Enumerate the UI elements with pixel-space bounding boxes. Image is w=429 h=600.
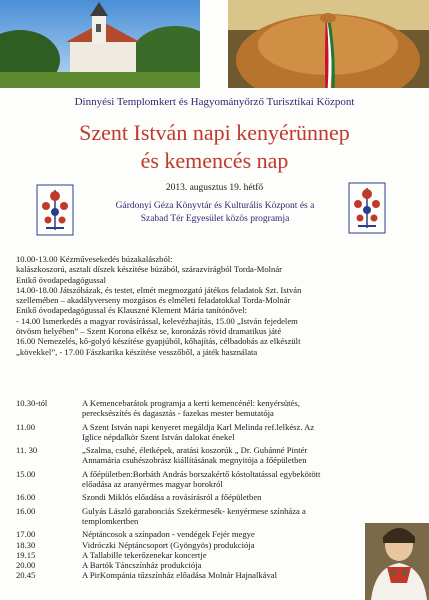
program-line: Enikő óvodapedagógussal bbox=[16, 274, 106, 285]
organizers-line2: Szabad Tér Egyesület közös programja bbox=[140, 214, 290, 224]
program-line: Enikő óvodapedagógussal és Klauszné Klement Mária tanítónővel: bbox=[16, 305, 248, 316]
schedule-item bbox=[16, 492, 416, 502]
schedule-time: 11. 30 bbox=[16, 445, 38, 456]
schedule-list bbox=[16, 398, 416, 581]
schedule-item bbox=[16, 469, 416, 479]
bread-photo bbox=[228, 0, 429, 88]
program-line: szellemében – akadályverseny mozgásos és elméleti feladatokkal Torda-Molnár bbox=[16, 295, 291, 306]
schedule-item-cont bbox=[16, 455, 416, 465]
program-line: - 14.00 Ismerkedés a magyar rovásírással, kelevézhajítás, 15.00 „István fejedelem bbox=[16, 315, 298, 326]
program-description bbox=[16, 254, 416, 357]
schedule-item bbox=[16, 398, 416, 408]
schedule-desc: „Szalma, csuhé, életképek, aratási koszorúk „ Dr. Gubánné Pintér bbox=[82, 445, 308, 456]
program-line: ötvösm helyében” – Szent Korona elkész se, koronázás rövid dramatikus játé bbox=[16, 326, 282, 337]
schedule-item bbox=[16, 445, 416, 455]
schedule-time: 15.00 bbox=[16, 468, 36, 479]
schedule-item-cont bbox=[16, 479, 416, 489]
schedule-desc: Annamária csuhészobrász kiállításának megnyitója a főépületben bbox=[82, 455, 307, 466]
schedule-desc: A Tallabille tekerőzenekar koncertje bbox=[82, 549, 207, 560]
folk-dancer-photo bbox=[365, 523, 429, 600]
program-line: kalászkoszorú, asztali díszek készítése búzából, szárazvirágból Torda-Molnár bbox=[16, 264, 283, 275]
schedule-item bbox=[16, 540, 416, 550]
schedule-item bbox=[16, 570, 416, 580]
schedule-time: 16.00 bbox=[16, 505, 36, 516]
organizers-line1: Gárdonyi Géza Könyvtár és Kulturális Központ és a bbox=[115, 201, 315, 211]
schedule-desc: előadása az aranyérmes magyar borokról bbox=[82, 479, 223, 490]
event-title-line2: és kemencés nap bbox=[140, 148, 289, 173]
schedule-desc: A Bartók Táncszínház produkciója bbox=[82, 560, 202, 571]
schedule-item-cont bbox=[16, 408, 416, 418]
schedule-desc: A Kemencebarátok programja a kerti kemencénél: kenyérsütés, bbox=[82, 398, 300, 408]
program-line: 16.00 Nemezelés, kő-golyó készítése gyapjúból, kőhajítás, célbadobás az elkészült bbox=[16, 336, 301, 347]
schedule-item bbox=[16, 550, 416, 560]
schedule-time: 20.00 bbox=[16, 560, 36, 571]
schedule-item bbox=[16, 529, 416, 539]
event-date: 2013. augusztus 19. hétfő bbox=[165, 183, 264, 193]
schedule-desc: Néptáncosok a színpadon - vendégek Fejér megye bbox=[82, 529, 255, 540]
schedule-time: 19.15 bbox=[16, 549, 36, 560]
schedule-item-cont bbox=[16, 432, 416, 442]
schedule-item bbox=[16, 560, 416, 570]
schedule-item-cont bbox=[16, 516, 416, 526]
program-line: 10.00-13.00 Kézművesekedés búzakalászból: bbox=[16, 254, 173, 264]
church-photo bbox=[0, 0, 200, 88]
schedule-time: 10.30-tól bbox=[16, 398, 48, 408]
schedule-desc: templomkertben bbox=[82, 515, 139, 526]
header-photos bbox=[0, 0, 429, 88]
schedule-desc: Iglice népdalkör Szent István dalokat énekel bbox=[82, 431, 235, 442]
schedule-time: 20.45 bbox=[16, 570, 36, 581]
schedule-desc: A Szent István napi kenyeret megáldja Karl Melinda ref.lelkész. Az bbox=[82, 421, 315, 432]
schedule-time: 18.30 bbox=[16, 539, 36, 550]
schedule-desc: A PirKompánia tűzszínház előadása Molnár Hajnalkával bbox=[82, 570, 277, 581]
program-line: 14.00-18.00 Játszóházak, és testet, elmét megmozgató játékos feladatok Szt. István bbox=[16, 284, 302, 295]
schedule-time: 11.00 bbox=[16, 421, 36, 432]
organization-name: Dinnyési Templomkert és Hagyományőrző Turisztikai Központ bbox=[74, 96, 355, 108]
schedule-desc: Gulyás László garabonciás Szekérmesék- kenyérmese színháza a bbox=[82, 505, 306, 516]
schedule-time: 16.00 bbox=[16, 492, 36, 503]
schedule-desc: Vidróczki Néptáncsoport (Gyöngyös) produkciója bbox=[82, 539, 255, 550]
schedule-desc: A főépületben:Borbáth András borszakértő kóstoltatással egybekötött bbox=[82, 468, 321, 479]
schedule-desc: perecksészítés és dagasztás - fazekas mester bemutatója bbox=[82, 408, 274, 419]
folk-embroidery-motif bbox=[348, 182, 386, 234]
schedule-desc: Szondi Miklós előadása a rovásírásról a főépületben bbox=[82, 492, 262, 503]
event-title-line1: Szent István napi kenyérünnep bbox=[79, 120, 350, 145]
program-line: „kövekkel”, - 17.00 Fászkarika készítése vesszőből, a játék használata bbox=[16, 346, 258, 357]
schedule-item bbox=[16, 422, 416, 432]
schedule-item bbox=[16, 506, 416, 516]
schedule-time: 17.00 bbox=[16, 529, 36, 540]
